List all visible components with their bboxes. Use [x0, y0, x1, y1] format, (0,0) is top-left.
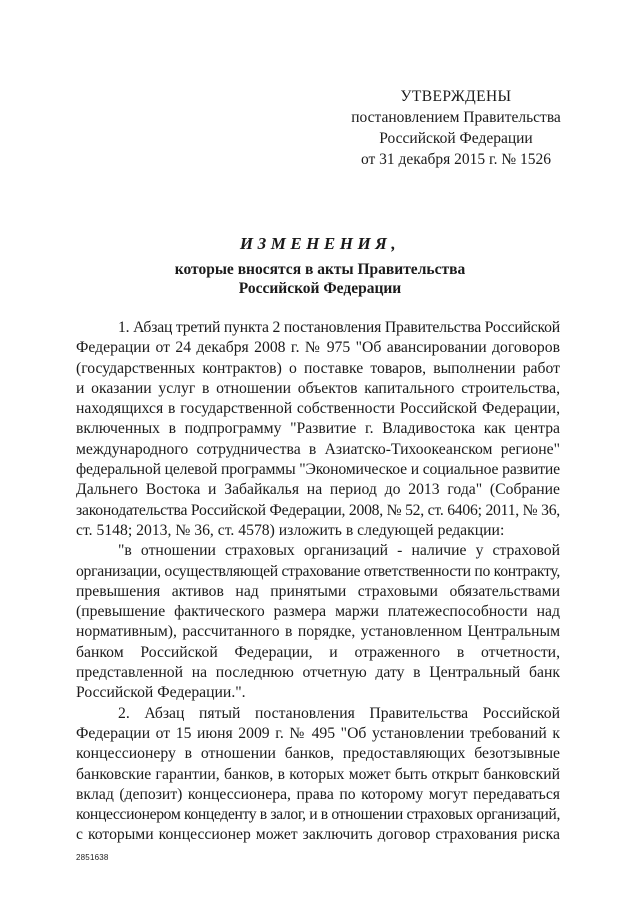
text-line: находящихся в государственной собственности Российской Федерации,: [76, 400, 560, 418]
text-line: Российской Федерации.".: [76, 684, 246, 702]
text-line: банком Российской Федерации, и отраженного в отчетности,: [76, 643, 560, 661]
subtitle-line-2: Российской Федерации: [238, 280, 402, 297]
approval-line-3: от 31 декабря 2015 г. № 1526: [360, 151, 552, 168]
text-line: вклад (депозит) концессионера, права по которому могут передаваться: [76, 785, 560, 803]
text-line: превышения активов над принятыми страховыми обязательствами: [76, 582, 560, 600]
subtitle-line-1: которые вносятся в акты Правительства: [174, 261, 466, 278]
text-line: концессионером концеденту в залог, и в отношении страховых организаций,: [76, 806, 560, 824]
document-body: [76, 318, 560, 846]
text-line: (государственных контрактов) о поставке товаров, выполнении работ: [76, 359, 560, 377]
document-subtitle: [0, 260, 640, 298]
document-code: 2851638: [76, 853, 109, 862]
approval-line-2: Российской Федерации: [379, 130, 533, 147]
paragraph-3: [76, 704, 560, 846]
approval-block: [340, 86, 572, 170]
text-line: включенных в подпрограмму "Развитие г. Владивостока как центра: [76, 420, 560, 438]
text-line: 2. Абзац пятый постановления Правительства Российской: [118, 704, 560, 722]
text-line: Федерации от 15 июня 2009 г. № 495 "Об установлении требований к: [76, 724, 560, 742]
document-title: ИЗМЕНЕНИЯ,: [239, 234, 401, 253]
text-line: и оказании услуг в отношении объектов капитального строительства,: [76, 379, 560, 397]
text-line: 1. Абзац третий пункта 2 постановления Правительства Российской: [118, 319, 560, 336]
paragraph-2: [76, 541, 560, 703]
text-line: ст. 5148; 2013, № 36, ст. 4578) изложить в следующей редакции:: [76, 521, 505, 539]
text-line: Федерации от 24 декабря 2008 г. № 975 "Об авансировании договоров: [76, 339, 560, 357]
text-line: банковские гарантии, банков, в которых может быть открыт банковский: [76, 765, 560, 783]
approval-heading: УТВЕРЖДЕНЫ: [400, 88, 512, 105]
text-line: нормативным), рассчитанного в порядке, установленном Центральным: [76, 623, 560, 641]
paragraph-1: [76, 318, 560, 541]
text-line: законодательства Российской Федерации, 2008, № 52, ст. 6406; 2011, № 36,: [76, 501, 560, 519]
text-line: концессионеру в отношении банков, предоставляющих безотзывные: [76, 745, 560, 763]
text-line: международного сотрудничества в Азиатско-Тихоокеанском регионе": [76, 440, 560, 458]
text-line: Дальнего Востока и Забайкалья на период до 2013 года" (Собрание: [76, 481, 560, 499]
text-line: "в отношении страховых организаций - наличие у страховой: [118, 542, 560, 560]
text-line: организации, осуществляющей страхование ответственности по контракту,: [76, 562, 560, 580]
text-line: с которыми концессионер может заключить договор страхования риска: [76, 826, 560, 844]
text-line: федеральной целевой программы "Экономическое и социальное развитие: [76, 461, 560, 479]
text-line: (превышение фактического размера маржи платежеспособности над: [76, 603, 560, 621]
approval-line-1: постановлением Правительства: [351, 109, 561, 126]
text-line: представленной на последнюю отчетную дату в Центральный банк: [76, 664, 560, 682]
